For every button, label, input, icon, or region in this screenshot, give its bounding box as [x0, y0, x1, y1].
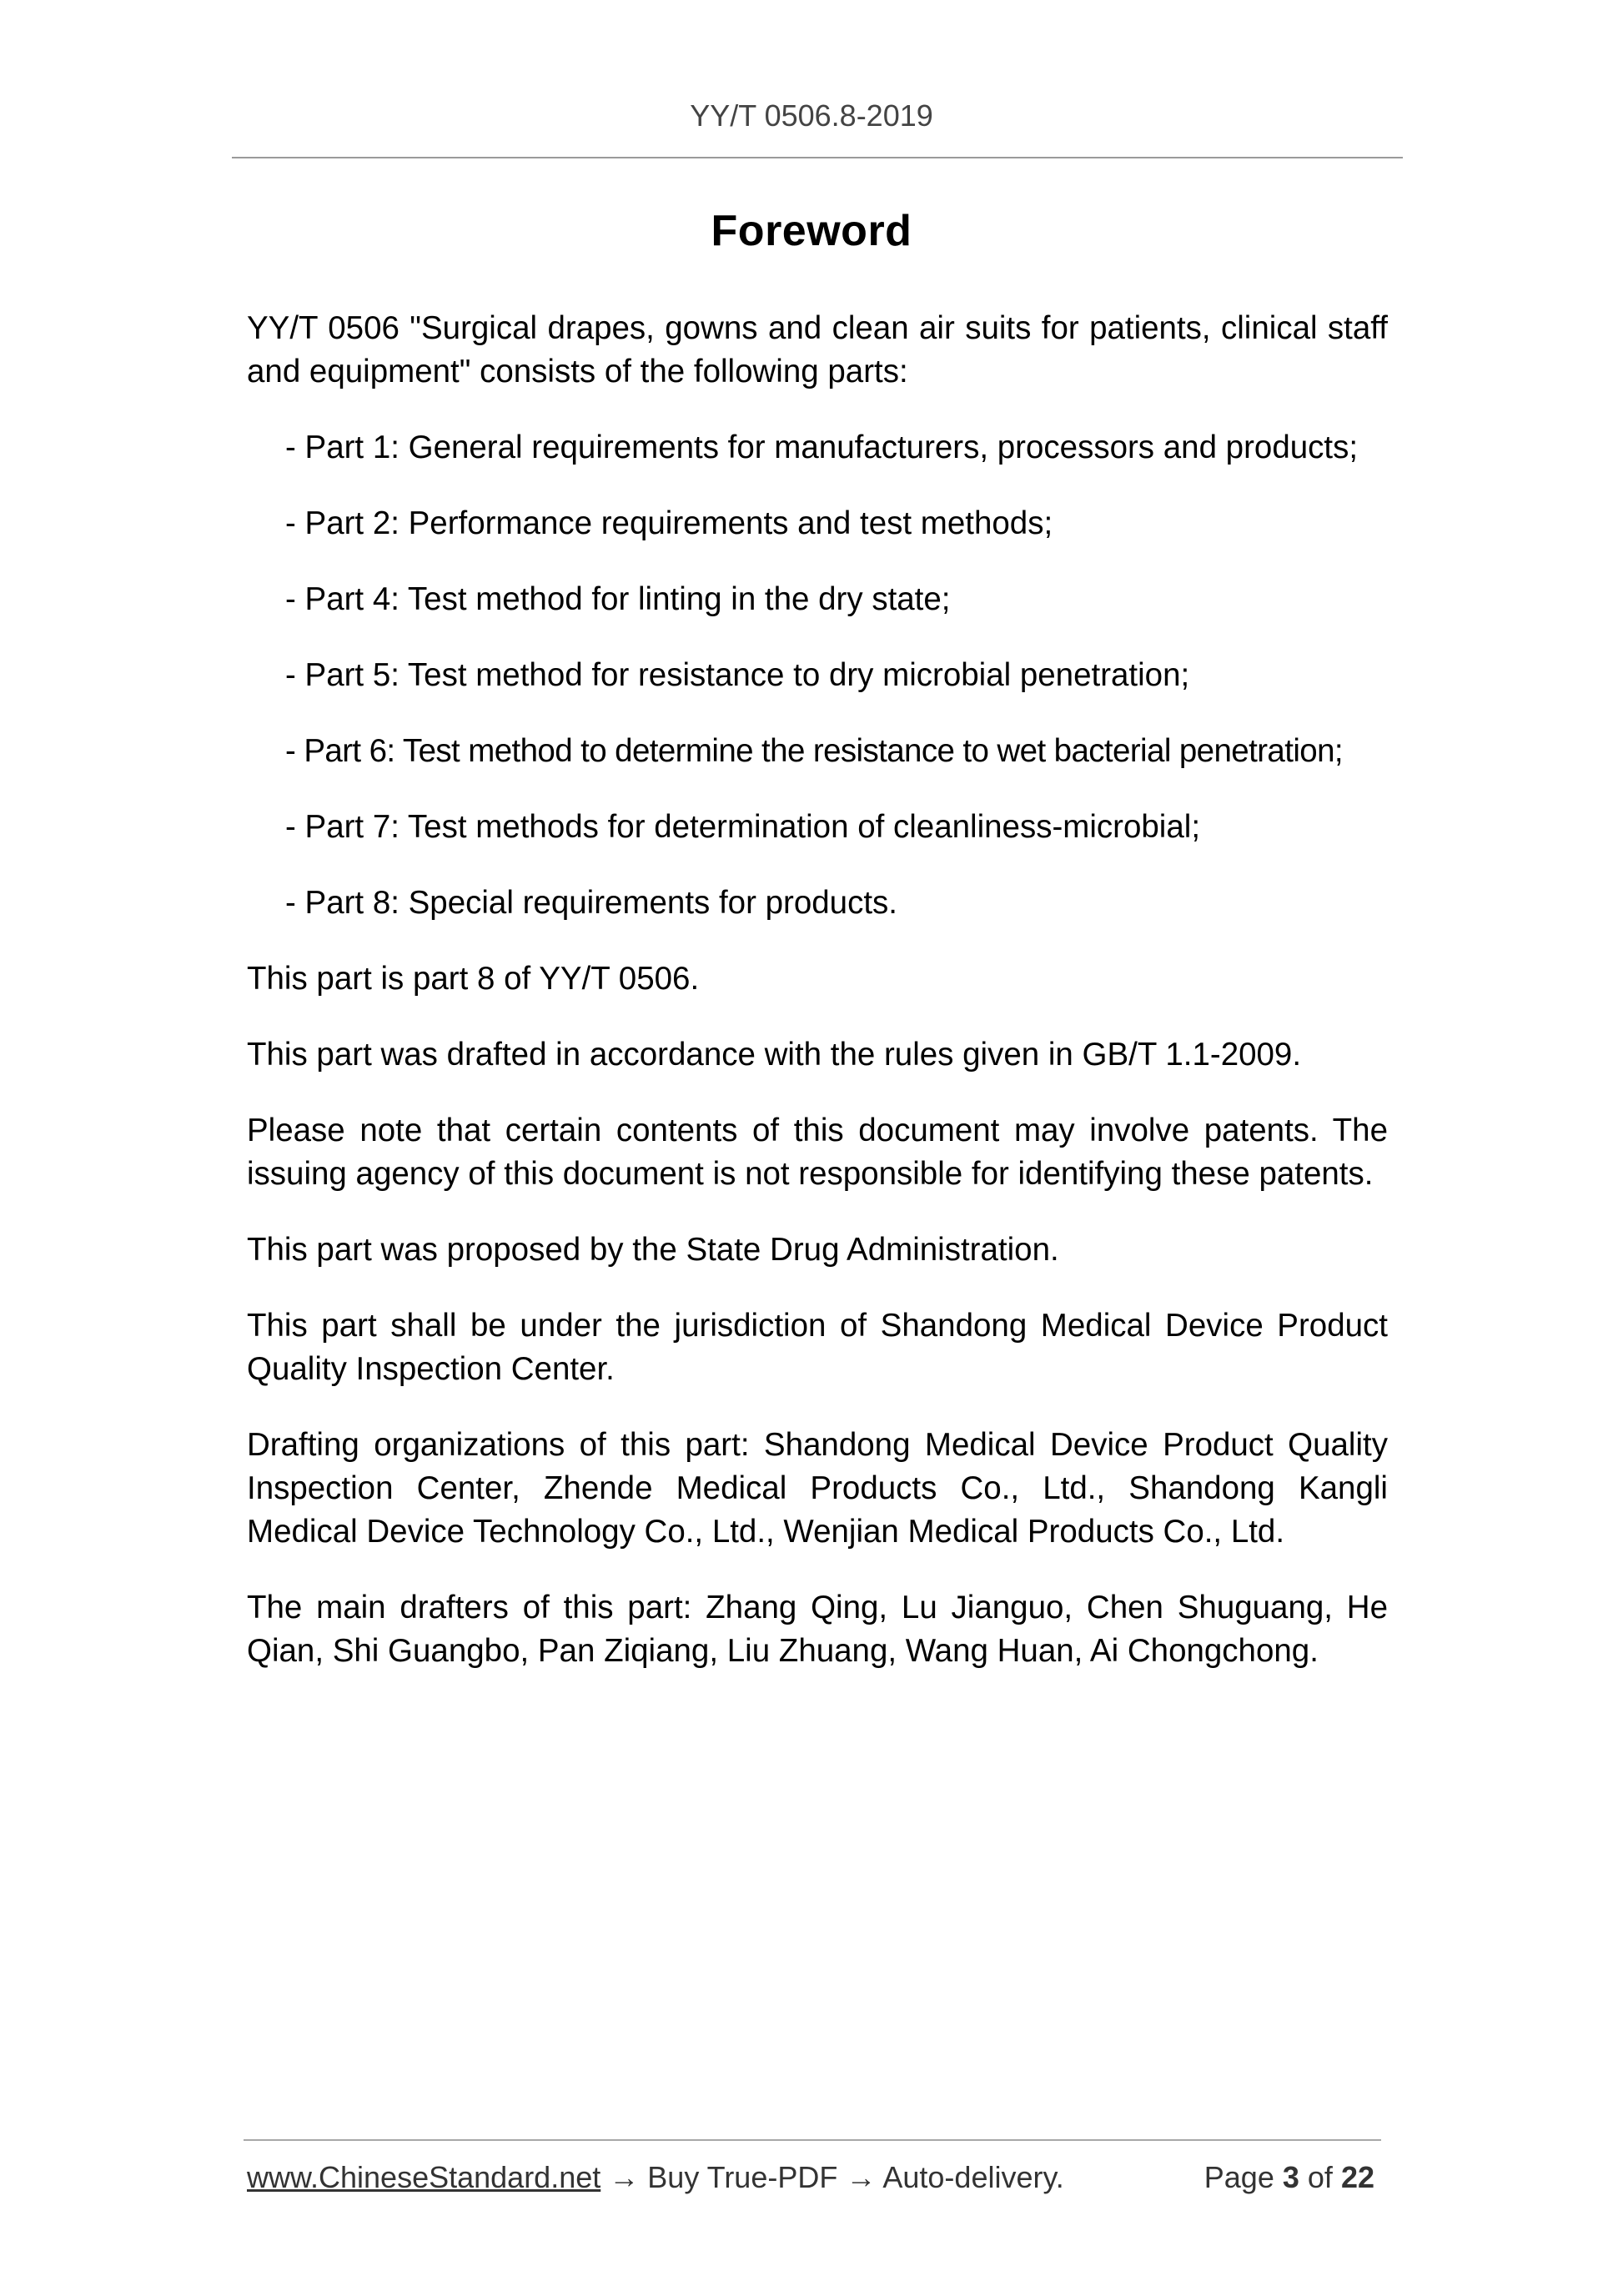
- footer-promo: [247, 2160, 1064, 2195]
- document-body: [247, 307, 1388, 1706]
- list-item: - Part 6: Test method to determine the resistance to wet bacterial penetration;: [285, 733, 1344, 769]
- footer-divider: [244, 2139, 1381, 2141]
- paragraph-main-drafters: The main drafters of this part: Zhang Qing, Lu Jianguo, Chen Shuguang, He Qian, Shi Guangbo, Pan Ziqiang, Liu Zhuang, Wang Huan, Ai Chongchong.: [247, 1590, 1388, 1669]
- list-item: - Part 5: Test method for resistance to dry microbial penetration;: [285, 657, 1190, 693]
- page-counter: [1204, 2160, 1374, 2195]
- delivery-text: Auto-delivery.: [882, 2160, 1064, 2194]
- paragraph-jurisdiction: This part shall be under the jurisdiction of Shandong Medical Device Product Quality Inspection Center.: [247, 1308, 1388, 1387]
- list-item: - Part 1: General requirements for manufacturers, processors and products;: [285, 430, 1359, 465]
- paragraph-drafting-organizations: Drafting organizations of this part: Shandong Medical Device Product Quality Inspection Center, Zhende Medical Products Co., Ltd., Shandong Kangli Medical Device Technology Co., Ltd., Wenjian Medical Products Co., Ltd.: [247, 1427, 1388, 1550]
- arrow-right-icon: →: [846, 2160, 877, 2194]
- intro-paragraph: YY/T 0506 "Surgical drapes, gowns and clean air suits for patients, clinical staff and equipment" consists of the following parts:: [247, 310, 1388, 389]
- paragraph-drafting-rules: This part was drafted in accordance with the rules given in GB/T 1.1-2009.: [247, 1037, 1302, 1073]
- list-item: - Part 7: Test methods for determination of cleanliness-microbial;: [285, 809, 1201, 845]
- current-page-number: 3: [1282, 2160, 1299, 2194]
- list-item: - Part 8: Special requirements for products.: [285, 885, 897, 921]
- buy-text: Buy True-PDF: [647, 2160, 838, 2194]
- parts-list: [247, 426, 1388, 925]
- arrow-right-icon: →: [609, 2160, 640, 2194]
- paragraph-proposer: This part was proposed by the State Drug Administration.: [247, 1232, 1059, 1268]
- header-divider: [232, 157, 1403, 158]
- paragraph-part-number: This part is part 8 of YY/T 0506.: [247, 961, 700, 997]
- list-item: - Part 2: Performance requirements and test methods;: [285, 505, 1053, 541]
- paragraph-patent-notice: Please note that certain contents of this document may involve patents. The issuing agency of this document is not responsible for identifying these patents.: [247, 1113, 1388, 1192]
- page-label: Page: [1203, 2160, 1274, 2194]
- of-label: of: [1307, 2160, 1333, 2194]
- page-footer: [247, 2160, 1381, 2202]
- page-title: Foreword: [711, 207, 912, 255]
- site-link[interactable]: www.ChineseStandard.net: [247, 2160, 601, 2194]
- list-item: - Part 4: Test method for linting in the dry state;: [285, 581, 951, 617]
- total-pages-number: 22: [1340, 2160, 1374, 2194]
- standard-code-header: YY/T 0506.8-2019: [690, 98, 933, 133]
